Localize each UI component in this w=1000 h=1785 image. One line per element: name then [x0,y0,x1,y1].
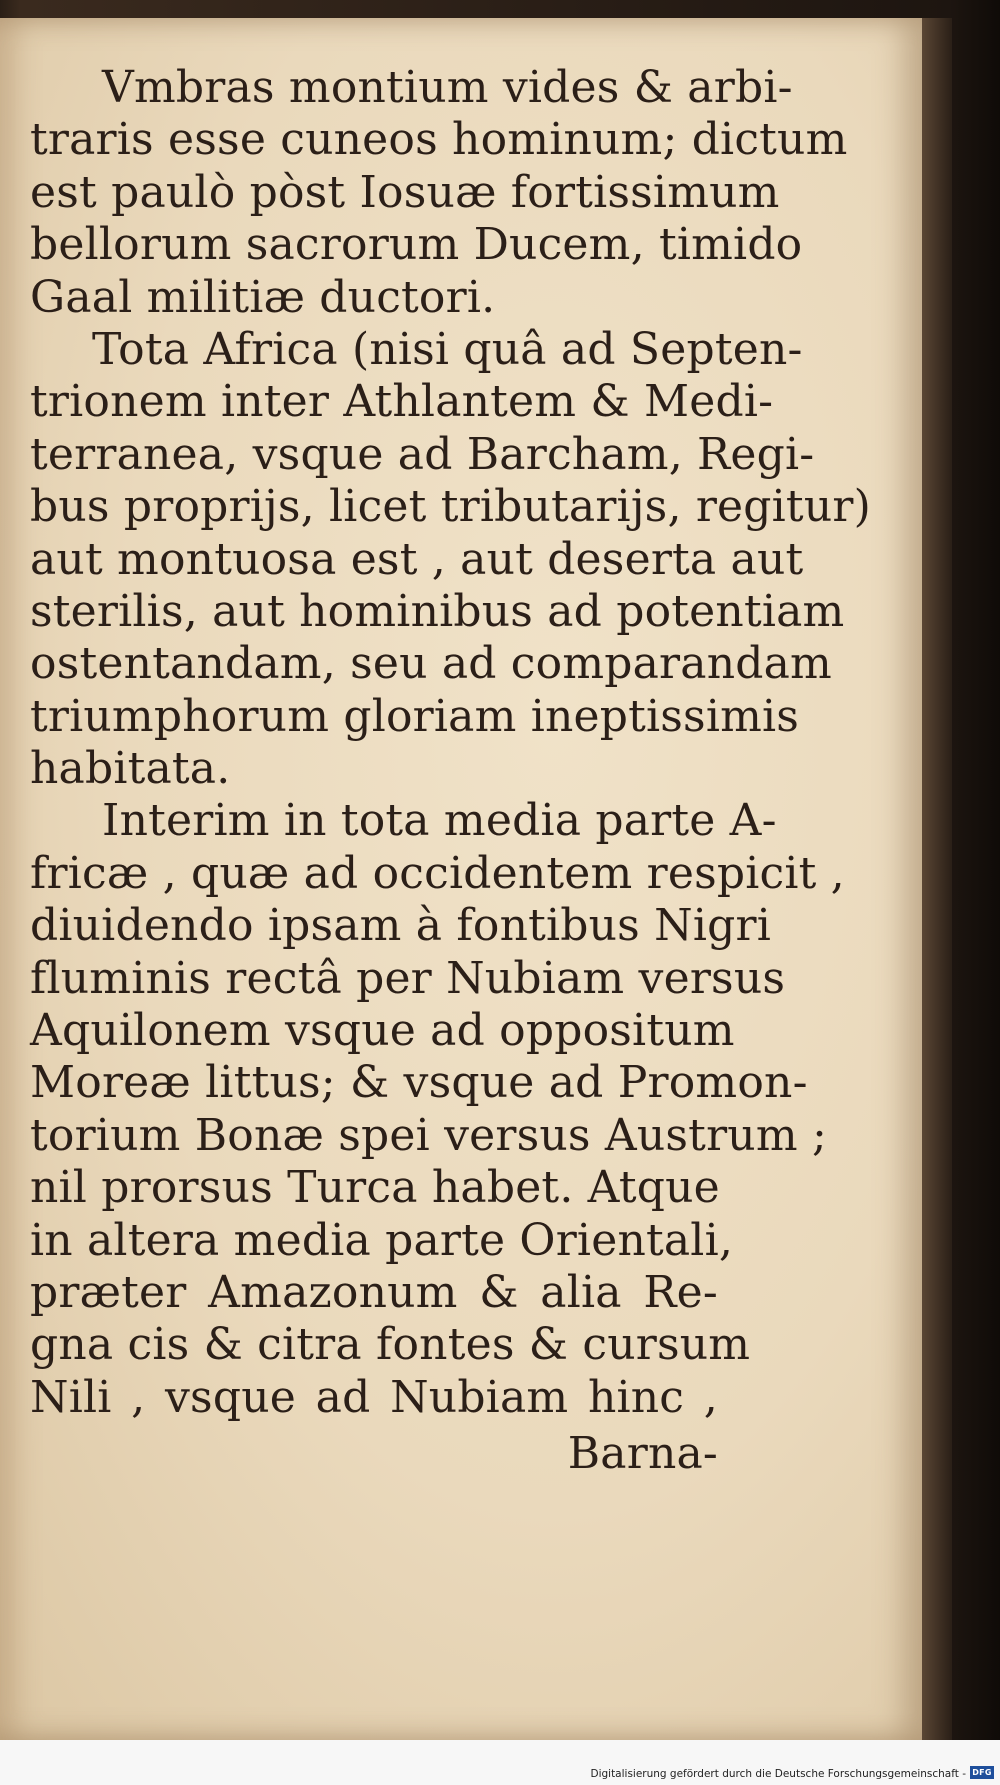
text-line-23: in altera media parte Orientali, [30,1214,734,1266]
text-line-11: sterilis, aut hominibus ad potentiam [30,585,845,637]
footer-credit: Digitalisierung gefördert durch die Deutsche Forschungsgemeinschaft - [590,1768,966,1780]
text-line-17: diuidendo ipsam à fontibus Nigri [30,900,771,952]
text-line-15: Interim in tota media parte A- [102,795,777,847]
dfg-logo-badge: DFG [970,1766,994,1779]
text-line-19: Aquilonem vsque ad oppositum [30,1005,735,1057]
text-line-25: gna cis & citra fontes & cursum [30,1319,751,1371]
text-line-10: aut montuosa est , aut deserta aut [30,533,804,585]
text-line-9: bus proprijs, licet tributarijs, regitur) [30,481,871,533]
text-line-20: Moreæ littus; & vsque ad Promon- [30,1057,808,1109]
text-line-24: præter Amazonum & alia Re- [30,1266,718,1318]
page-text [30,62,871,1481]
text-line-3: est paulò pòst Iosuæ fortissimum [30,166,780,218]
text-line-5: Gaal militiæ ductori. [30,271,496,323]
text-line-22: nil prorsus Turca habet. Atque [30,1162,720,1214]
page-edge-shadow [922,18,952,1740]
text-line-26: Nili , vsque ad Nubiam hinc , [30,1371,718,1423]
catchword: Barna- [567,1428,718,1480]
text-line-2: traris esse cuneos hominum; dictum [30,114,848,166]
text-line-18: fluminis rectâ per Nubiam versus [30,952,786,1004]
text-line-4: bellorum sacrorum Ducem, timido [30,219,803,271]
text-line-8: terranea, vsque ad Barcham, Regi- [30,428,815,480]
text-line-1: Vmbras montium vides & arbi- [102,62,793,113]
text-line-13: triumphorum gloriam ineptissimis [30,690,800,742]
text-line-14: habitata. [30,743,231,795]
text-line-12: ostentandam, seu ad comparandam [30,638,832,690]
text-line-6: Tota Africa (nisi quâ ad Septen- [92,323,803,375]
text-line-21: torium Bonæ spei versus Austrum ; [30,1109,827,1161]
text-line-7: trionem inter Athlantem & Medi- [30,376,774,428]
text-line-16: fricæ , quæ ad occidentem respicit , [30,847,845,899]
